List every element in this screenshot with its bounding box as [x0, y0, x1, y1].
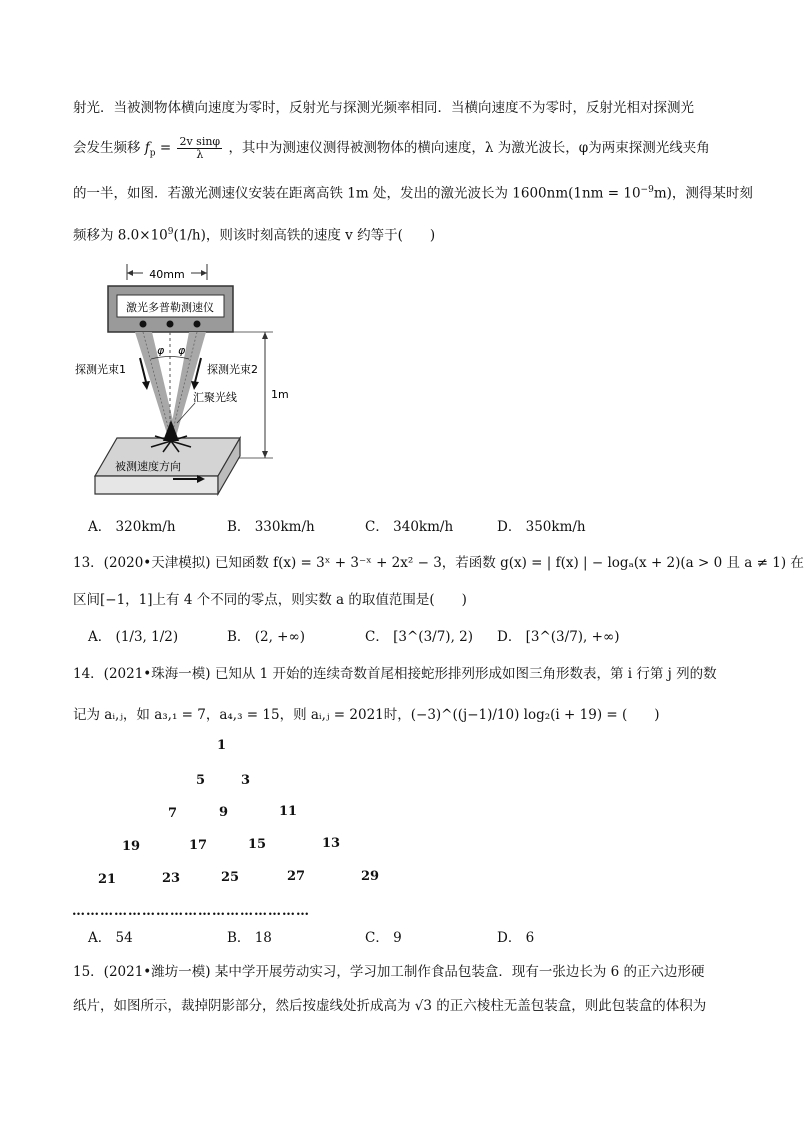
q13-option-a-label: A． [88, 629, 112, 645]
triangle-number: 13 [322, 836, 341, 851]
q13-option-d-label: D． [497, 629, 522, 645]
q15-line-2: 纸片，如图所示，裁掉阴影部分，然后按虚线处折成高为 √3 的正六棱柱无盖包装盒，则此包装盒的体积为 [73, 998, 707, 1014]
q12-option-a-label: A． [88, 519, 112, 535]
q12-line-4-exp: 9 [167, 227, 174, 237]
triangle-number: 7 [168, 806, 178, 821]
q14-line-2: 记为 aᵢ,ⱼ，如 a₃,₁ = 7，a₄,₃ = 15，则 aᵢ,ⱼ = 2021时，(−3)^((j−1)/10) log₂(i + 19) = ( ) [73, 707, 660, 723]
q14-option-a-value: 54 [115, 930, 133, 946]
phi-left: φ [157, 344, 165, 357]
q13-line-2: 区间[−1，1]上有 4 个不同的零点，则实数 a 的取值范围是( ) [73, 592, 467, 608]
q13-option-c-value: [3^(3/7), 2) [393, 629, 474, 645]
q12-line-2-post: ，其中为测速仪测得被测物体的横向速度，λ 为激光波长，φ为两束探测光线夹角 [228, 140, 710, 156]
lens-center [167, 321, 174, 328]
q13-option-c[interactable] [365, 627, 473, 647]
q14-option-a[interactable] [88, 928, 133, 948]
triangle-number: 11 [279, 804, 298, 819]
q12-option-a-value: 320km/h [115, 519, 176, 535]
converge-label: 汇聚光线 [193, 391, 237, 404]
q13-option-b[interactable] [227, 627, 305, 647]
q14-option-b-label: B． [227, 930, 251, 946]
triangle-number: 27 [287, 869, 306, 884]
q14-option-b-value: 18 [254, 930, 272, 946]
q12-line-3-text: 的一半，如图．若激光测速仪安装在距离高铁 1m 处，发出的激光波长为 1600nm(1nm = 10 [73, 185, 641, 202]
q12-option-d-label: D． [497, 519, 522, 535]
q13-option-b-value: (2, +∞) [254, 629, 305, 645]
lens-left [140, 321, 147, 328]
direction-label: 被测速度方向 [115, 460, 181, 473]
q14-option-a-label: A． [88, 930, 112, 946]
q12-option-c[interactable] [365, 517, 453, 537]
laser-doppler-figure [75, 258, 330, 503]
frac-num: 2v sinφ [179, 135, 221, 148]
fp-symbol: f [144, 140, 150, 156]
q12-line-2 [73, 136, 710, 164]
q12-line-1: 射光．当被测物体横向速度为零时，反射光与探测光频率相同．当横向速度不为零时，反射光相对探测光 [73, 100, 694, 116]
triangle-continuation-dots: …………………………………………… [72, 904, 310, 919]
lens-right [194, 321, 201, 328]
q12-option-b-value: 330km/h [254, 519, 315, 535]
fp-sub: p [149, 148, 156, 159]
q13-option-b-label: B． [227, 629, 251, 645]
q12-line-4-post: (1/h)，则该时刻高铁的速度 v 约等于( ) [173, 227, 436, 244]
phi-right: φ [178, 344, 186, 357]
triangle-number: 5 [196, 773, 206, 788]
triangle-number: 21 [98, 872, 117, 887]
q14-option-c-value: 9 [393, 930, 402, 946]
q12-line-3-exp: −9 [640, 185, 654, 195]
triangle-number: 1 [217, 738, 227, 753]
q12-line-3 [73, 180, 753, 204]
device-label: 激光多普勒测速仪 [126, 301, 214, 314]
q12-option-b-label: B． [227, 519, 251, 535]
beam-2-shape [169, 332, 206, 440]
q13-option-a-value: (1/3, 1/2) [115, 629, 179, 645]
triangle-number: 29 [361, 869, 380, 884]
q12-line-4 [73, 222, 435, 246]
q12-option-c-value: 340km/h [393, 519, 454, 535]
q13-option-c-label: C． [365, 629, 389, 645]
q13-line-1: 13．(2020•天津模拟) 已知函数 f(x) = 3ˣ + 3⁻ˣ + 2x² − 3，若函数 g(x) = | f(x) | − logₐ(x + 2)(a > 0 且 a ≠ 1) 在 [73, 555, 804, 571]
q13-option-d[interactable] [497, 627, 619, 647]
fp-eq: = [159, 140, 172, 156]
q14-option-b[interactable] [227, 928, 272, 948]
beam-1-label: 探测光束1 [75, 363, 126, 376]
q12-option-c-label: C． [365, 519, 389, 535]
q13-option-d-value: [3^(3/7), +∞) [525, 629, 620, 645]
q14-option-d-value: 6 [525, 930, 535, 946]
q12-option-d-value: 350km/h [525, 519, 586, 535]
q12-option-d[interactable] [497, 517, 586, 537]
q15-line-1: 15．(2021•潍坊一模) 某中学开展劳动实习，学习加工制作食品包装盒．现有一张边长为 6 的正六边形硬 [73, 964, 705, 980]
triangle-number: 17 [189, 838, 208, 853]
triangle-number: 9 [219, 805, 229, 820]
q14-line-1: 14．(2021•珠海一模) 已知从 1 开始的连续奇数首尾相接蛇形排列形成如图三角形数表，第 i 行第 j 列的数 [73, 666, 717, 682]
q12-line-3-post: m)，测得某时刻 [653, 185, 753, 202]
q13-option-a[interactable] [88, 627, 178, 647]
triangle-number: 19 [122, 839, 141, 854]
triangle-number: 25 [221, 870, 240, 885]
frac-den: λ [196, 148, 204, 161]
q14-option-d[interactable] [497, 928, 534, 948]
q12-option-a[interactable] [88, 517, 176, 537]
q12-line-2-pre: 会发生频移 [73, 140, 141, 156]
distance-label: 1m [271, 388, 289, 401]
q14-option-c-label: C． [365, 930, 389, 946]
triangle-number: 15 [248, 837, 267, 852]
triangle-number: 23 [162, 871, 181, 886]
beam-2-label: 探测光束2 [207, 363, 258, 376]
fp-fraction [177, 136, 222, 161]
q14-option-c[interactable] [365, 928, 402, 948]
q12-line-4-pre: 频移为 8.0×10 [73, 227, 168, 244]
q12-option-b[interactable] [227, 517, 315, 537]
width-label: 40mm [149, 268, 185, 281]
triangle-number: 3 [241, 773, 251, 788]
q14-option-d-label: D． [497, 930, 522, 946]
